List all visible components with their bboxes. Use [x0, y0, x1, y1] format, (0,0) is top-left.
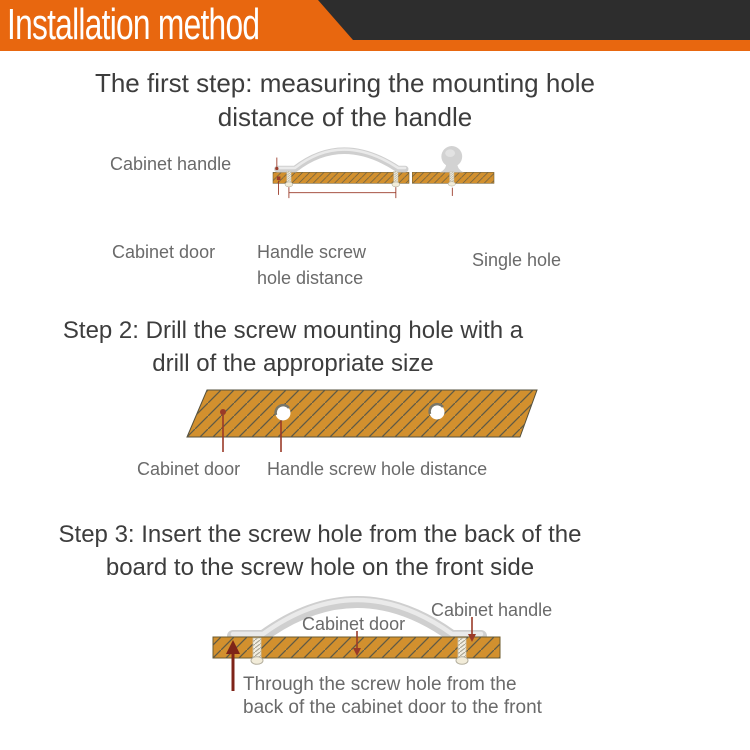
step2-cabinet-door-label: Cabinet door — [137, 459, 241, 479]
step1-cabinet-handle-pointer — [275, 158, 278, 171]
step1-handle-arch-icon — [277, 150, 405, 169]
step3-through-line2: back of the cabinet door to the front — [243, 697, 542, 718]
step3-through-label — [243, 673, 542, 719]
step3-cabinet-door-label: Cabinet door — [302, 614, 406, 634]
step3-cabinet-handle-label: Cabinet handle — [431, 600, 553, 620]
step1-cabinet-door-label: Cabinet door — [112, 242, 216, 262]
step2-screw-distance-label: Handle screw hole distance — [267, 459, 488, 479]
header-banner — [0, 0, 750, 51]
step2-heading-line1: Step 2: Drill the screw mounting hole with a — [62, 317, 524, 344]
step1-heading-line1: The first step: measuring the mounting hole — [94, 68, 596, 98]
step3-heading-line2: board to the screw hole on the front side — [105, 554, 535, 581]
step3-heading-line1: Step 3: Insert the screw hole from the back of the — [58, 521, 582, 548]
page-title: Installation method — [7, 0, 260, 49]
step1-heading — [0, 66, 690, 134]
step1-screw-distance-line2: hole distance — [257, 268, 364, 288]
step1-screw-distance-line1: Handle screw — [257, 242, 367, 262]
step1-cabinet-door-pointer — [277, 176, 281, 194]
step1-dimension-lines — [289, 187, 396, 198]
step1-heading-line2: distance of the handle — [217, 102, 473, 132]
step1-cabinet-door-board-icon — [273, 172, 409, 183]
step3-through-line1: Through the screw hole from the — [243, 674, 517, 695]
step1-cabinet-handle-label: Cabinet handle — [110, 154, 232, 174]
step3-heading — [0, 518, 640, 584]
step2-drilled-board-icon — [187, 390, 537, 437]
step3-right-screw-icon — [456, 638, 468, 664]
step2-heading-line2: drill of the appropriate size — [152, 350, 434, 377]
step3-left-screw-icon — [251, 638, 263, 664]
step1-single-hole-label: Single hole — [472, 250, 562, 270]
step2-right-hole-icon — [430, 404, 445, 419]
step1-screw-distance-label — [257, 239, 366, 291]
step1-knob-icon — [440, 146, 464, 172]
step2-left-hole-icon — [276, 405, 291, 420]
step2-heading — [0, 314, 586, 380]
